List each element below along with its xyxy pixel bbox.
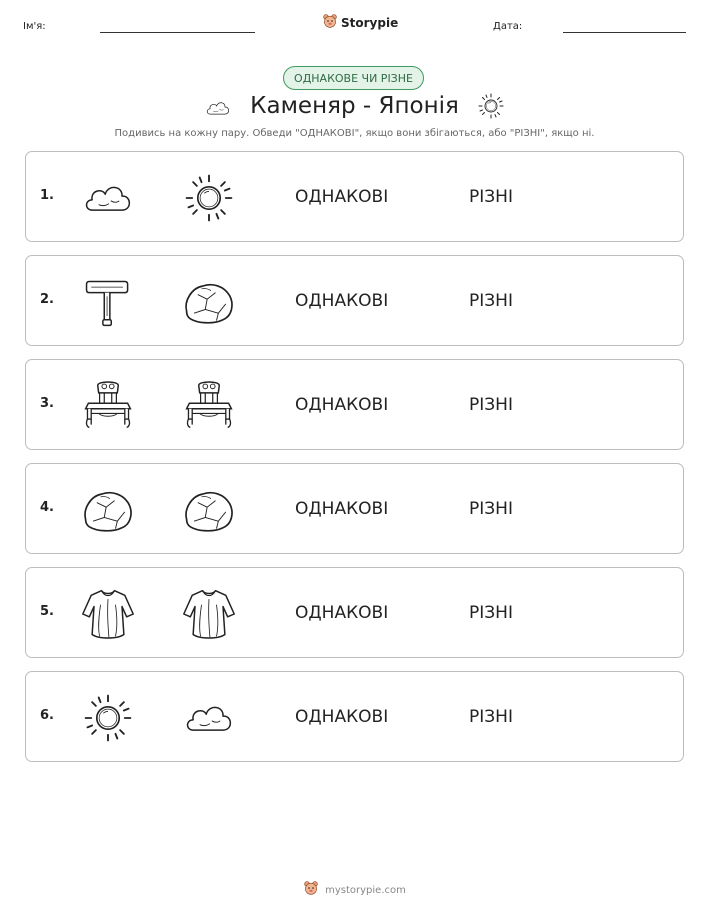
- option-same[interactable]: ОДНАКОВІ: [295, 187, 389, 207]
- option-different[interactable]: РІЗНІ: [469, 291, 513, 311]
- robe-icon: [80, 586, 136, 642]
- brand-logo: [322, 13, 398, 33]
- chair-icon: [80, 378, 136, 434]
- option-same[interactable]: ОДНАКОВІ: [295, 291, 389, 311]
- footer: [0, 880, 709, 900]
- question-row: [25, 671, 684, 762]
- cloud-icon: [181, 690, 237, 746]
- option-different[interactable]: РІЗНІ: [469, 603, 513, 623]
- question-number: 2.: [40, 292, 54, 307]
- rock-icon: [181, 482, 237, 538]
- date-field-line[interactable]: [563, 32, 686, 33]
- question-number: 6.: [40, 708, 54, 723]
- option-same[interactable]: ОДНАКОВІ: [295, 395, 389, 415]
- question-number: 1.: [40, 188, 54, 203]
- question-number: 4.: [40, 500, 54, 515]
- robe-icon: [181, 586, 237, 642]
- name-label: Ім'я:: [23, 21, 46, 32]
- question-number: 5.: [40, 604, 54, 619]
- mascot-icon: [322, 13, 338, 33]
- question-row: [25, 151, 684, 242]
- date-label: Дата:: [493, 21, 523, 32]
- brand-text: Storypie: [341, 16, 399, 30]
- question-number: 3.: [40, 396, 54, 411]
- footer-mascot-icon: [303, 880, 319, 900]
- name-field-line[interactable]: [100, 32, 255, 33]
- title-sun-icon: [476, 91, 506, 121]
- option-different[interactable]: РІЗНІ: [469, 187, 513, 207]
- hammer-icon: [80, 274, 136, 330]
- option-same[interactable]: ОДНАКОВІ: [295, 603, 389, 623]
- question-row: [25, 567, 684, 658]
- rock-icon: [80, 482, 136, 538]
- page-title: Каменяр - Японія: [250, 93, 459, 119]
- question-row: [25, 359, 684, 450]
- sun-icon: [80, 690, 136, 746]
- question-row: [25, 255, 684, 346]
- rock-icon: [181, 274, 237, 330]
- option-different[interactable]: РІЗНІ: [469, 395, 513, 415]
- question-row: [25, 463, 684, 554]
- cloud-icon: [80, 170, 136, 226]
- option-same[interactable]: ОДНАКОВІ: [295, 499, 389, 519]
- instructions: Подивись на кожну пару. Обведи "ОДНАКОВІ", якщо вони збігаються, або "РІЗНІ", якщо ні.: [114, 128, 595, 139]
- chair-icon: [181, 378, 237, 434]
- sun-icon: [181, 170, 237, 226]
- footer-url: mystorypie.com: [325, 884, 406, 896]
- worksheet-type-badge: ОДНАКОВЕ ЧИ РІЗНЕ: [283, 66, 424, 90]
- option-different[interactable]: РІЗНІ: [469, 499, 513, 519]
- option-same[interactable]: ОДНАКОВІ: [295, 707, 389, 727]
- option-different[interactable]: РІЗНІ: [469, 707, 513, 727]
